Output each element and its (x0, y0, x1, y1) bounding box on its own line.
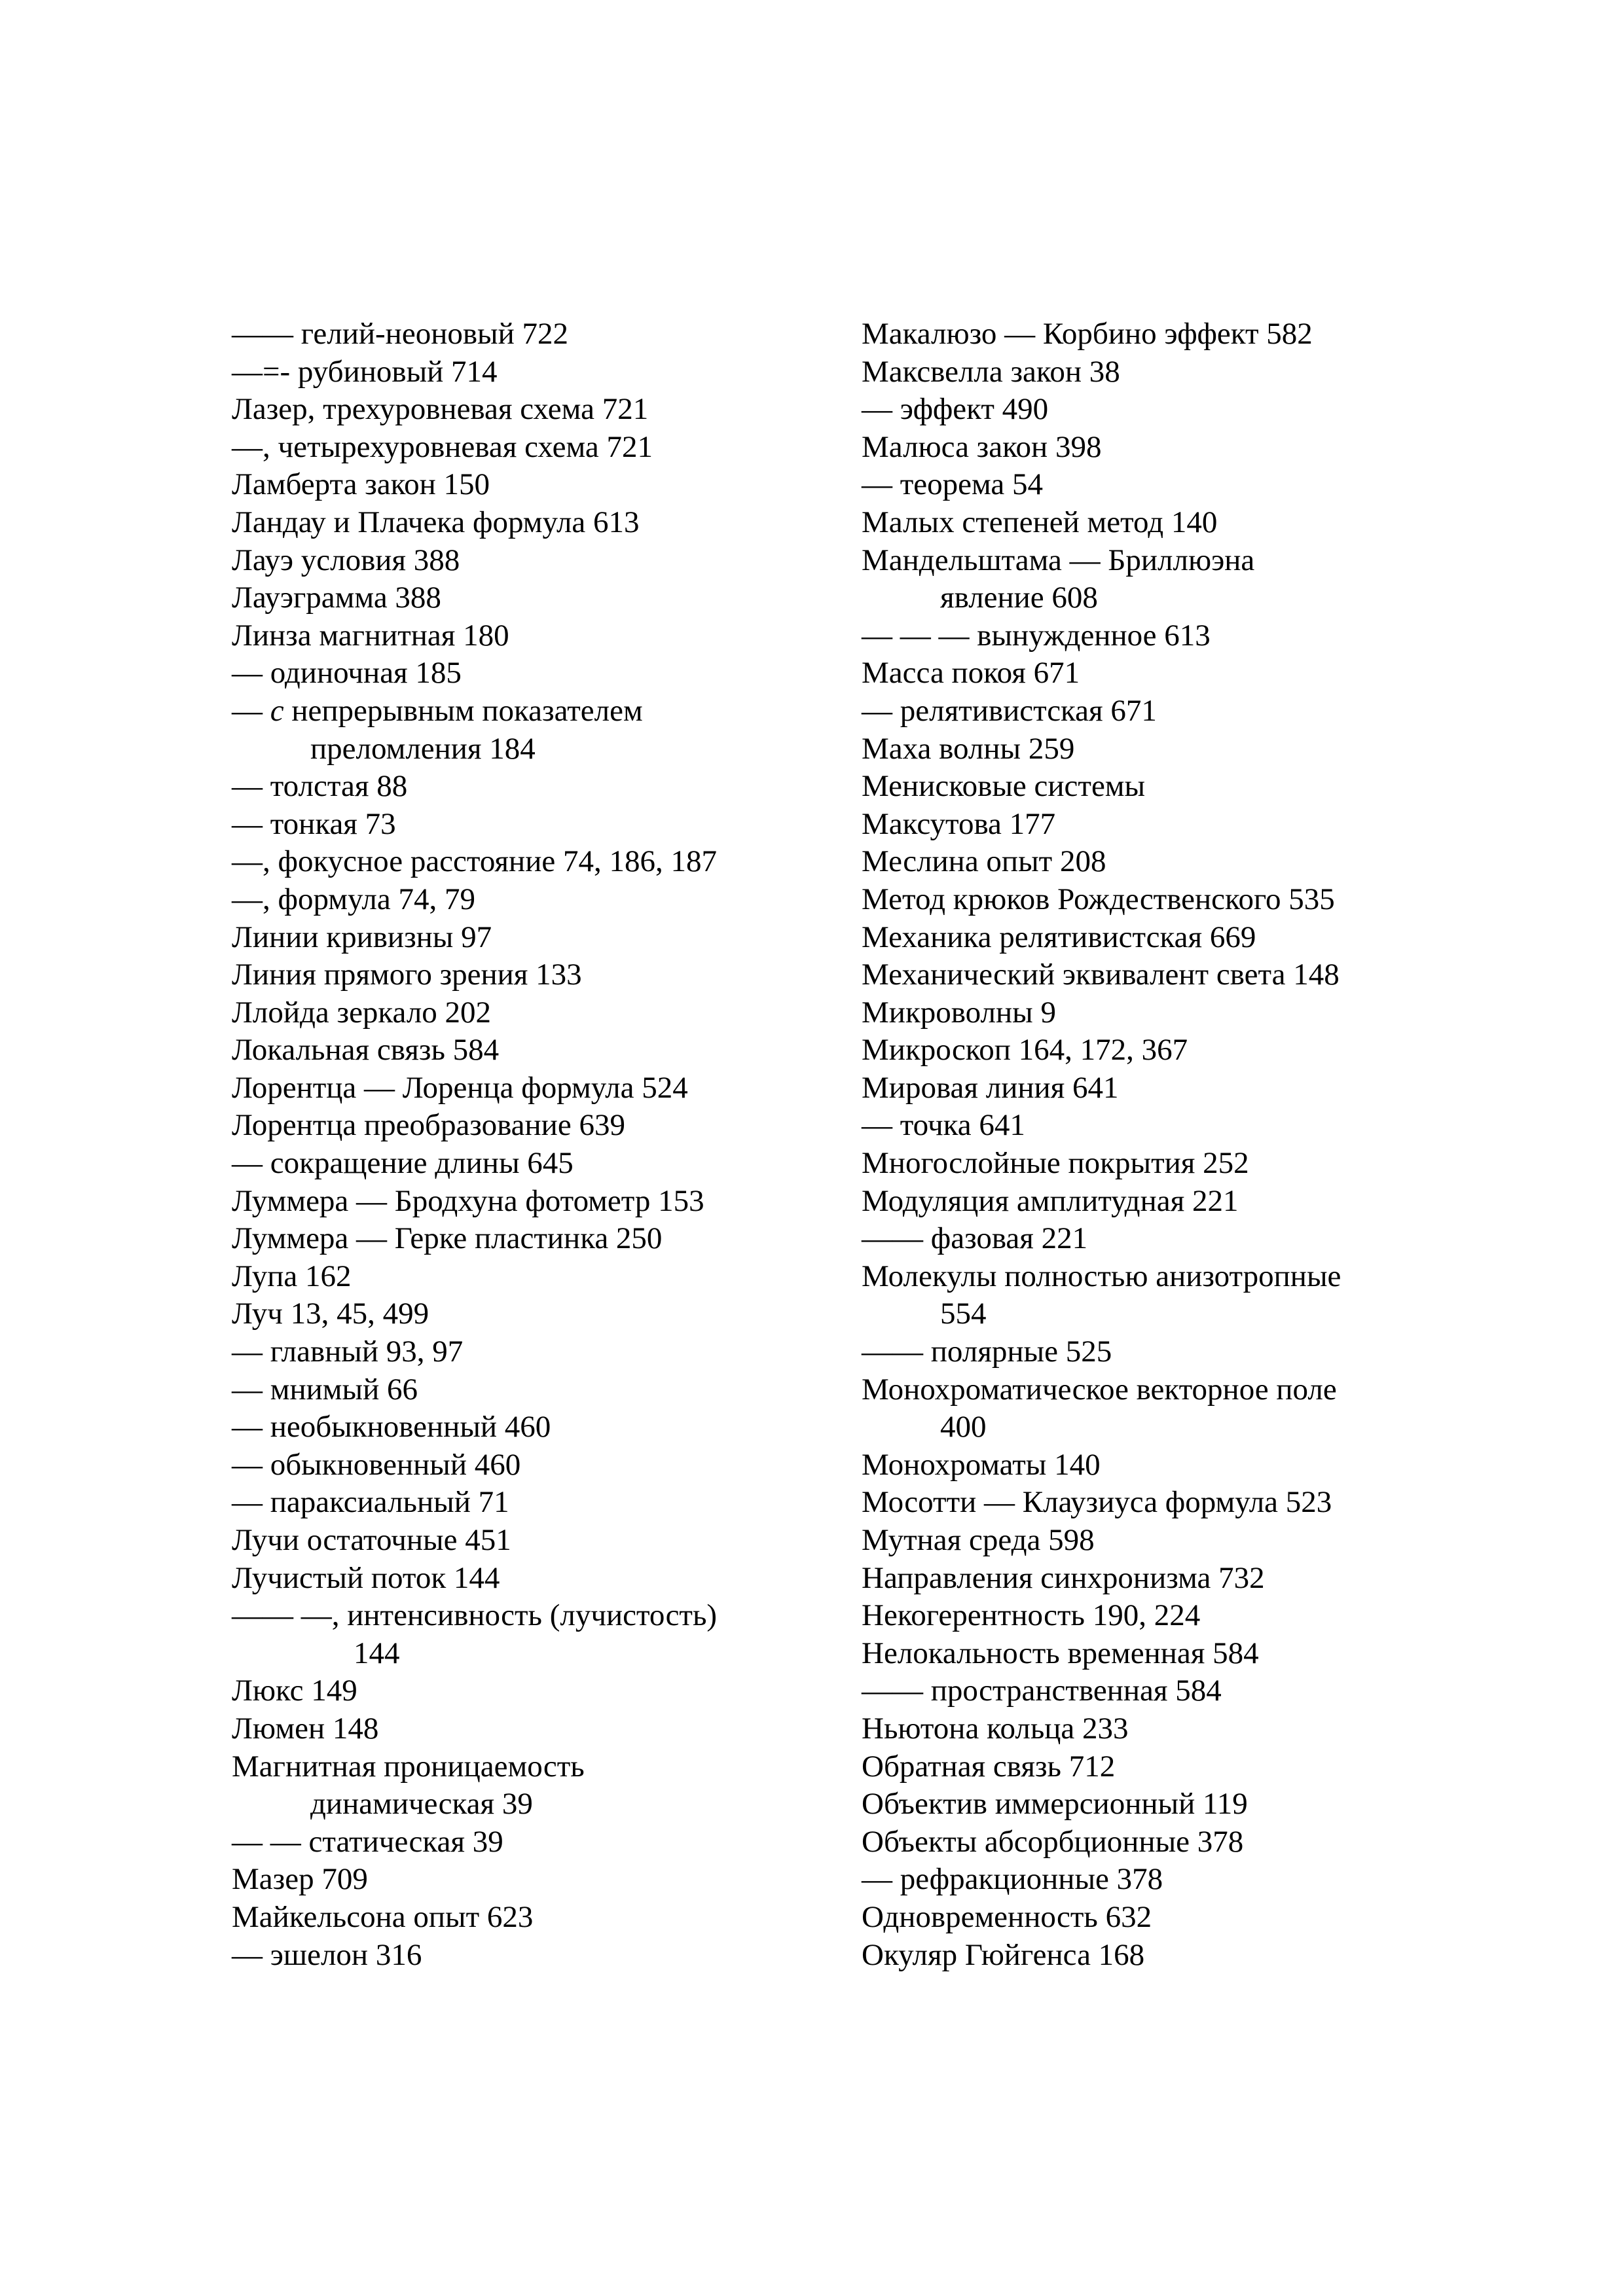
index-entry: Многослойные покрытия 252 (862, 1146, 1249, 1181)
index-entry: Линза магнитная 180 (232, 618, 509, 653)
index-entry: Майкельсона опыт 623 (232, 1899, 534, 1934)
index-entry: Механический эквивалент света 148 (862, 958, 1340, 992)
index-entry: —— фазовая 221 (862, 1221, 1088, 1256)
index-entry: Лучи остаточные 451 (232, 1523, 511, 1557)
index-entry: — точка 641 (862, 1108, 1025, 1143)
index-entry: — эшелон 316 (232, 1937, 422, 1972)
index-entry: Мосотти — Клаузиуса формула 523 (862, 1485, 1332, 1520)
index-entry-text: непрерывным показателем (283, 693, 643, 728)
index-entry: — тонкая 73 (232, 806, 396, 841)
index-entry: Объекты абсорбционные 378 (862, 1824, 1244, 1859)
index-entry: Обратная связь 712 (862, 1749, 1116, 1784)
index-entry: Луммера — Бродхуна фотометр 153 (232, 1183, 704, 1218)
index-entry: Ллойда зеркало 202 (232, 995, 492, 1030)
index-entry: Микроволны 9 (862, 995, 1056, 1030)
index-entry: Линия прямого зрения 133 (232, 958, 582, 992)
index-entry: — обыкновенный 460 (232, 1447, 521, 1482)
index-entry: — мнимый 66 (232, 1372, 418, 1407)
index-entry: Мазер 709 (232, 1862, 368, 1897)
index-entry: Мандельштама — Бриллюэна (862, 543, 1255, 577)
index-entry: Лупа 162 (232, 1259, 352, 1293)
index-entry: Мировая линия 641 (862, 1070, 1119, 1105)
index-entry: Нелокальность временная 584 (862, 1636, 1259, 1670)
index-entry: Ньютона кольца 233 (862, 1711, 1129, 1746)
index-entry: Механика релятивистская 669 (862, 920, 1256, 954)
index-entry: Молекулы полностью анизотропные (862, 1259, 1341, 1293)
index-entry: Направления синхронизма 732 (862, 1560, 1265, 1595)
index-entry: Лауэграмма 388 (232, 581, 441, 615)
index-entry: Ландау и Плачека формула 613 (232, 505, 640, 539)
index-entry: Монохроматы 140 (862, 1447, 1101, 1482)
index-entry: — главный 93, 97 (232, 1335, 464, 1369)
index-entry-continuation: динамическая 39 (310, 1787, 533, 1821)
index-entry: Метод крюков Рождественского 535 (862, 882, 1335, 916)
index-entry: —=- рубиновый 714 (232, 354, 498, 389)
index-entry: Люмен 148 (232, 1711, 379, 1746)
index-entry-continuation: 144 (354, 1636, 400, 1670)
index-entry: —— —, интенсивность (лучистость) (232, 1598, 718, 1633)
index-entry: — теорема 54 (862, 467, 1044, 502)
index-entry: Лорентца преобразование 639 (232, 1108, 625, 1143)
index-entry: Лазер, трехуровневая схема 721 (232, 392, 649, 427)
index-entry: Микроскоп 164, 172, 367 (862, 1033, 1188, 1067)
index-entry: — рефракционные 378 (862, 1862, 1163, 1897)
index-entry: Меслина опыт 208 (862, 844, 1106, 879)
index-entry: —, формула 74, 79 (232, 882, 475, 916)
index-entry: Некогерентность 190, 224 (862, 1598, 1201, 1633)
index-entry: Люкс 149 (232, 1674, 357, 1708)
index-entry: — одиночная 185 (232, 656, 462, 691)
index-entry: Луммера — Герке пластинка 250 (232, 1221, 663, 1256)
index-entry: —— гелий-неоновый 722 (232, 317, 569, 351)
index-entry-italic: с (270, 693, 284, 728)
index-entry: —— пространственная 584 (862, 1674, 1222, 1708)
index-entry: Линии кривизны 97 (232, 920, 492, 954)
index-entry: Максутова 177 (862, 806, 1056, 841)
index-entry: —, четырехуровневая схема 721 (232, 429, 653, 464)
index-entry: Лорентца — Лоренца формула 524 (232, 1070, 688, 1105)
index-entry-text: — (232, 693, 270, 728)
index-entry: Луч 13, 45, 499 (232, 1297, 429, 1331)
index-entry: Модуляция амплитудная 221 (862, 1183, 1239, 1218)
index-entry: Одновременность 632 (862, 1899, 1152, 1934)
index-entry: Лучистый поток 144 (232, 1560, 500, 1595)
index-entry: Малых степеней метод 140 (862, 505, 1218, 539)
index-entry: Маха волны 259 (862, 731, 1075, 766)
index-entry: Макалюзо — Корбино эффект 582 (862, 317, 1313, 351)
index-entry: Лауэ условия 388 (232, 543, 460, 577)
index-entry: Магнитная проницаемость (232, 1749, 585, 1784)
index-entry-continuation: 554 (940, 1297, 987, 1331)
index-entry (232, 692, 847, 730)
index-entry-continuation: явление 608 (940, 581, 1098, 615)
index-entry: —— полярные 525 (862, 1335, 1112, 1369)
index-entry: Монохроматическое векторное поле (862, 1372, 1337, 1407)
index-entry: — сокращение длины 645 (232, 1146, 574, 1181)
index-left-column (232, 315, 847, 1974)
index-entry: Масса покоя 671 (862, 656, 1080, 691)
index-entry: — — статическая 39 (232, 1824, 503, 1859)
index-right-column (862, 315, 1451, 1974)
index-entry: — толстая 88 (232, 769, 408, 804)
index-entry: Мутная среда 598 (862, 1523, 1095, 1557)
index-entry: — необыкновенный 460 (232, 1410, 551, 1444)
index-entry: Максвелла закон 38 (862, 354, 1120, 389)
index-entry-continuation: 400 (940, 1410, 987, 1444)
index-entry: Малюса закон 398 (862, 429, 1102, 464)
index-entry: Локальная связь 584 (232, 1033, 500, 1067)
index-entry: — релятивистская 671 (862, 693, 1157, 728)
index-entry: Ламберта закон 150 (232, 467, 490, 502)
index-entry: — эффект 490 (862, 392, 1049, 427)
index-entry: — — — вынужденное 613 (862, 618, 1211, 653)
index-entry-continuation: преломления 184 (310, 731, 536, 766)
index-entry: Окуляр Гюйгенса 168 (862, 1937, 1145, 1972)
index-entry: Менисковые системы (862, 769, 1146, 804)
index-entry: — параксиальный 71 (232, 1485, 509, 1520)
index-entry: —, фокусное расстояние 74, 186, 187 (232, 844, 717, 879)
index-entry: Объектив иммерсионный 119 (862, 1787, 1248, 1821)
